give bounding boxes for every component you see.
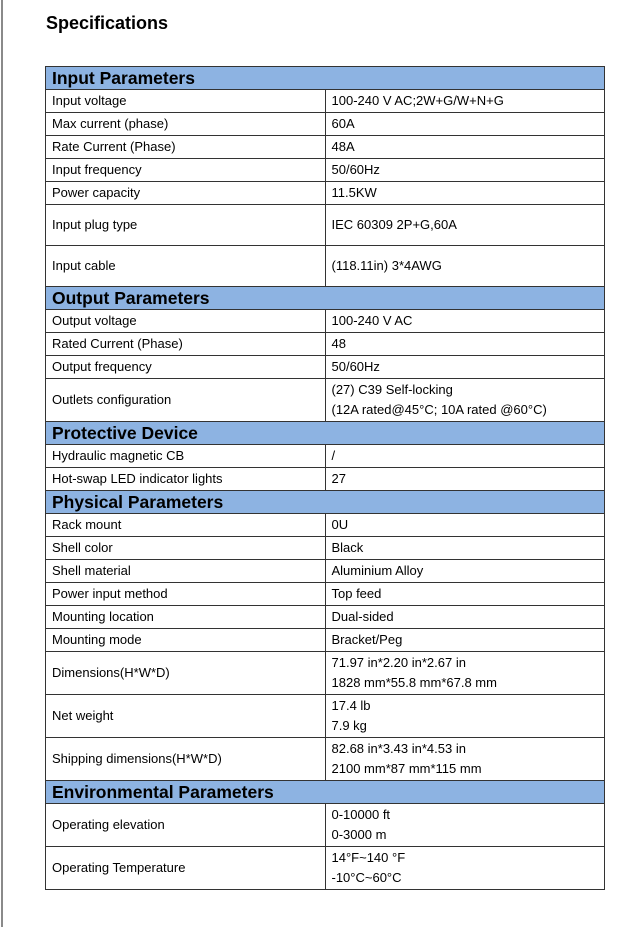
spec-value: 27 (325, 468, 605, 491)
table-row (46, 333, 605, 356)
spec-value-line: 82.68 in*3.43 in*4.53 in (331, 741, 466, 756)
spec-label: Shipping dimensions(H*W*D) (46, 738, 326, 781)
spec-value: Black (325, 537, 605, 560)
spec-value: 48A (325, 136, 605, 159)
spec-value-multiline (325, 738, 605, 781)
spec-value-multiline (325, 804, 605, 847)
spec-value: 50/60Hz (325, 159, 605, 182)
spec-value-multiline (325, 847, 605, 890)
spec-value: IEC 60309 2P+G,60A (325, 205, 605, 246)
spec-value-line: 0-3000 m (331, 827, 387, 842)
table-row (46, 113, 605, 136)
table-row (46, 356, 605, 379)
spec-value-multiline (325, 652, 605, 695)
table-row (46, 310, 605, 333)
table-row (46, 159, 605, 182)
spec-label: Operating Temperature (46, 847, 326, 890)
spec-value-line: 1828 mm*55.8 mm*67.8 mm (331, 675, 497, 690)
spec-label: Hot-swap LED indicator lights (46, 468, 326, 491)
page-edge-divider (1, 0, 3, 927)
spec-label: Mounting location (46, 606, 326, 629)
section-header-environmental (46, 781, 605, 804)
spec-value: 0U (325, 514, 605, 537)
table-row (46, 445, 605, 468)
spec-label: Output voltage (46, 310, 326, 333)
page-title: Specifications (46, 13, 169, 33)
spec-value: Top feed (325, 583, 605, 606)
table-row (46, 379, 605, 422)
section-header-output (46, 287, 605, 310)
spec-label: Input voltage (46, 90, 326, 113)
spec-label: Rated Current (Phase) (46, 333, 326, 356)
spec-value-line: 14°F~140 °F (331, 850, 406, 865)
spec-value-multiline (325, 695, 605, 738)
spec-value-line: (12A rated@45°C; 10A rated @60°C) (331, 402, 547, 417)
spec-value: Bracket/Peg (325, 629, 605, 652)
spec-value: 60A (325, 113, 605, 136)
spec-value: 50/60Hz (325, 356, 605, 379)
table-row (46, 606, 605, 629)
spec-label: Input frequency (46, 159, 326, 182)
table-row (46, 514, 605, 537)
table-row (46, 560, 605, 583)
spec-label: Mounting mode (46, 629, 326, 652)
spec-label: Hydraulic magnetic CB (46, 445, 326, 468)
table-row (46, 136, 605, 159)
table-row (46, 738, 605, 781)
spec-label: Dimensions(H*W*D) (46, 652, 326, 695)
spec-value: 48 (325, 333, 605, 356)
spec-label: Operating elevation (46, 804, 326, 847)
spec-value: Aluminium Alloy (325, 560, 605, 583)
spec-label: Net weight (46, 695, 326, 738)
spec-label: Max current (phase) (46, 113, 326, 136)
spec-value-line: 2100 mm*87 mm*115 mm (331, 761, 482, 776)
spec-value-line: 7.9 kg (331, 718, 367, 733)
section-heading: Physical Parameters (46, 491, 605, 514)
spec-value-line: (27) C39 Self-locking (331, 382, 453, 397)
table-row (46, 468, 605, 491)
section-header-physical (46, 491, 605, 514)
table-row (46, 629, 605, 652)
specifications-table (45, 66, 605, 890)
spec-label: Rate Current (Phase) (46, 136, 326, 159)
spec-value-line: 71.97 in*2.20 in*2.67 in (331, 655, 466, 670)
spec-value-line: 0-10000 ft (331, 807, 391, 822)
table-row (46, 90, 605, 113)
section-header-input (46, 67, 605, 90)
section-heading: Input Parameters (46, 67, 605, 90)
spec-value: (118.11in) 3*4AWG (325, 246, 605, 287)
table-row (46, 246, 605, 287)
table-row (46, 583, 605, 606)
table-row (46, 182, 605, 205)
spec-label: Power capacity (46, 182, 326, 205)
spec-label: Input cable (46, 246, 326, 287)
spec-value: 100-240 V AC (325, 310, 605, 333)
spec-value: 100-240 V AC;2W+G/W+N+G (325, 90, 605, 113)
spec-label: Shell material (46, 560, 326, 583)
table-row (46, 537, 605, 560)
table-row (46, 205, 605, 246)
table-row (46, 652, 605, 695)
section-heading: Protective Device (46, 422, 605, 445)
spec-value-line: 17.4 lb (331, 698, 371, 713)
section-heading: Environmental Parameters (46, 781, 605, 804)
spec-label: Input plug type (46, 205, 326, 246)
spec-value: Dual-sided (325, 606, 605, 629)
section-heading: Output Parameters (46, 287, 605, 310)
spec-label: Shell color (46, 537, 326, 560)
spec-value: 11.5KW (325, 182, 605, 205)
spec-value-line: -10°C~60°C (331, 870, 402, 885)
spec-value: / (325, 445, 605, 468)
spec-value-multiline (325, 379, 605, 422)
spec-label: Rack mount (46, 514, 326, 537)
table-row (46, 695, 605, 738)
table-row (46, 847, 605, 890)
spec-label: Outlets configuration (46, 379, 326, 422)
table-row (46, 804, 605, 847)
spec-label: Output frequency (46, 356, 326, 379)
spec-label: Power input method (46, 583, 326, 606)
section-header-protective (46, 422, 605, 445)
